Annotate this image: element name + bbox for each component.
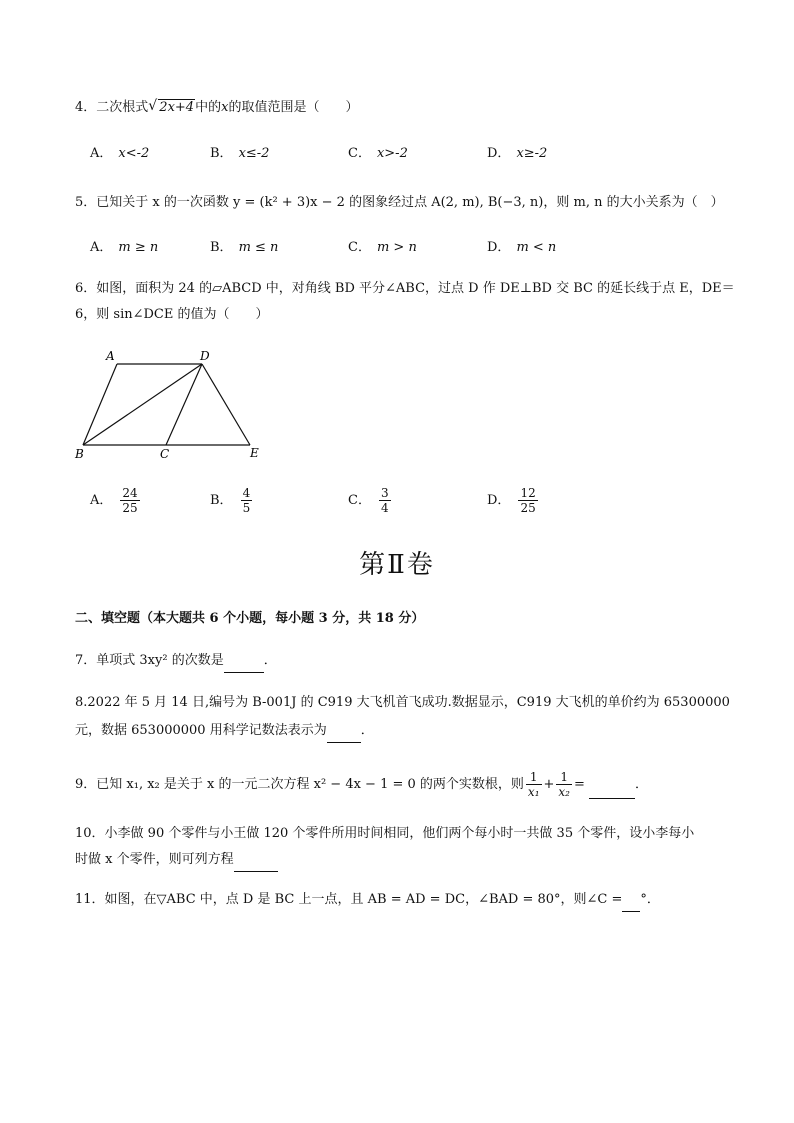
q9-fraction-1 <box>526 770 542 799</box>
vertex-label-b: B <box>75 447 84 461</box>
q9-fraction-2 <box>556 770 572 799</box>
question-11 <box>75 889 725 912</box>
q4-variable: x <box>221 100 229 115</box>
option-label: B． <box>210 240 233 255</box>
option-label: C． <box>348 493 371 508</box>
q8-answer-blank[interactable] <box>327 720 361 743</box>
q9-plus: + <box>543 777 555 792</box>
q7-text: 7．单项式 3xy² 的次数是 <box>75 653 224 668</box>
q6-option-d[interactable] <box>487 486 540 515</box>
q4-text-pre: 二次根式 <box>96 100 149 115</box>
q11-text: 11．如图，在▽ABC 中，点 D 是 BC 上一点，且 AB = AD = DC，∠BAD = 80°，则∠C = <box>75 892 623 907</box>
option-label: A． <box>90 240 113 255</box>
q11-end: °． <box>640 892 660 907</box>
vertex-label-e: E <box>250 446 259 460</box>
question-6-line-1: 6．如图，面积为 24 的▱ABCD 中，对角线 BD 平分∠ABC，过点 D 作 DE⊥BD 交 BC 的延长线于点 E，DE＝ <box>75 281 735 296</box>
question-10-line-1: 10．小李做 90 个零件与小王做 120 个零件所用时间相同，他们两个每小时一共做 35 个零件，设小李每小 <box>75 826 695 841</box>
question-4 <box>75 97 725 119</box>
numerator: 24 <box>122 486 138 500</box>
option-text: x≤-2 <box>238 146 270 161</box>
option-text: m < n <box>516 240 557 255</box>
option-label: A． <box>90 493 113 508</box>
option-label: C． <box>348 240 371 255</box>
numerator: 1 <box>556 770 572 785</box>
q5-text: 已知关于 x 的一次函数 y = (k² + 3)x − 2 的图象经过点 A(2, m), B(−3, n)，则 m, n 的大小关系为（ ） <box>96 195 724 210</box>
option-label: D． <box>487 240 511 255</box>
option-text: m > n <box>376 240 417 255</box>
option-label: B． <box>210 493 233 508</box>
section-2-heading: 二、填空题（本大题共 6 个小题，每小题 3 分，共 18 分） <box>75 611 425 626</box>
vertex-label-c: C <box>160 447 170 461</box>
q4-text-post: 中的 <box>195 100 222 115</box>
option-fraction <box>518 486 537 515</box>
question-7 <box>75 650 725 673</box>
vertex-label-d: D <box>200 349 210 363</box>
denominator: x₂ <box>558 785 570 799</box>
q5-option-c[interactable] <box>348 236 417 255</box>
q4-text-end: 的取值范围是（ ） <box>228 100 359 115</box>
parallelogram-figure <box>70 345 270 463</box>
question-8-line-1: 8.2022 年 5 月 14 日,编号为 B-001J 的 C919 大飞机首飞成功.数据显示，C919 大飞机的单价约为 65300000 <box>75 695 730 710</box>
q4-radicand: 2x+4 <box>159 100 195 115</box>
denominator: 4 <box>380 501 389 515</box>
denominator: x₁ <box>527 785 540 799</box>
q7-end: ． <box>263 653 277 668</box>
option-text: x>-2 <box>376 146 408 161</box>
question-5 <box>75 192 725 214</box>
question-10-line-2 <box>75 849 725 872</box>
q10-answer-blank[interactable] <box>234 849 278 872</box>
question-6-line-2: 6，则 sin∠DCE 的值为（ ） <box>75 307 269 322</box>
q9-end: ． <box>635 777 649 792</box>
q4-number: 4． <box>75 100 97 115</box>
option-label: C． <box>348 146 371 161</box>
q4-option-a[interactable] <box>90 142 149 161</box>
numerator: 12 <box>520 486 536 500</box>
option-fraction <box>120 486 139 515</box>
q5-option-d[interactable] <box>487 236 556 255</box>
numerator: 4 <box>242 486 251 500</box>
option-text: x<-2 <box>118 146 150 161</box>
q5-option-b[interactable] <box>210 236 278 255</box>
option-text: x≥-2 <box>516 146 548 161</box>
q11-answer-blank[interactable] <box>622 889 640 912</box>
denominator: 5 <box>242 501 251 515</box>
q9-text: 9．已知 x₁, x₂ 是关于 x 的一元二次方程 x² − 4x − 1 = 0 的两个实数根，则 <box>75 777 524 792</box>
q4-radical <box>148 97 195 119</box>
q6-option-a[interactable] <box>90 486 142 515</box>
question-9 <box>75 770 725 799</box>
option-label: D． <box>487 493 511 508</box>
option-fraction <box>241 486 253 515</box>
segment-de <box>202 364 250 445</box>
q4-option-b[interactable] <box>210 142 269 161</box>
denominator: 25 <box>520 501 536 515</box>
q8-end: ． <box>360 723 374 738</box>
q4-options <box>90 142 690 164</box>
option-text: m ≤ n <box>238 240 279 255</box>
option-fraction <box>379 486 391 515</box>
q6-option-c[interactable] <box>348 486 393 515</box>
q4-option-c[interactable] <box>348 142 408 161</box>
option-label: D． <box>487 146 511 161</box>
vertex-label-a: A <box>106 349 115 363</box>
option-text: m ≥ n <box>118 240 159 255</box>
q9-equals: = <box>573 777 585 792</box>
denominator: 25 <box>122 501 138 515</box>
q4-option-d[interactable] <box>487 142 547 161</box>
q8-text: 元，数据 653000000 用科学记数法表示为 <box>75 723 327 738</box>
q7-answer-blank[interactable] <box>224 650 264 673</box>
q5-options <box>90 236 690 258</box>
q9-answer-blank[interactable] <box>589 772 635 799</box>
q5-number: 5． <box>75 195 97 210</box>
part-title: 第Ⅱ卷 <box>359 550 435 580</box>
q6-options <box>90 486 690 522</box>
q10-text: 时做 x 个零件，则可列方程 <box>75 852 234 867</box>
option-label: A． <box>90 146 113 161</box>
q5-option-a[interactable] <box>90 236 158 255</box>
question-8-line-2 <box>75 720 725 743</box>
numerator: 3 <box>380 486 389 500</box>
option-label: B． <box>210 146 233 161</box>
q6-option-b[interactable] <box>210 486 254 515</box>
numerator: 1 <box>526 770 542 785</box>
